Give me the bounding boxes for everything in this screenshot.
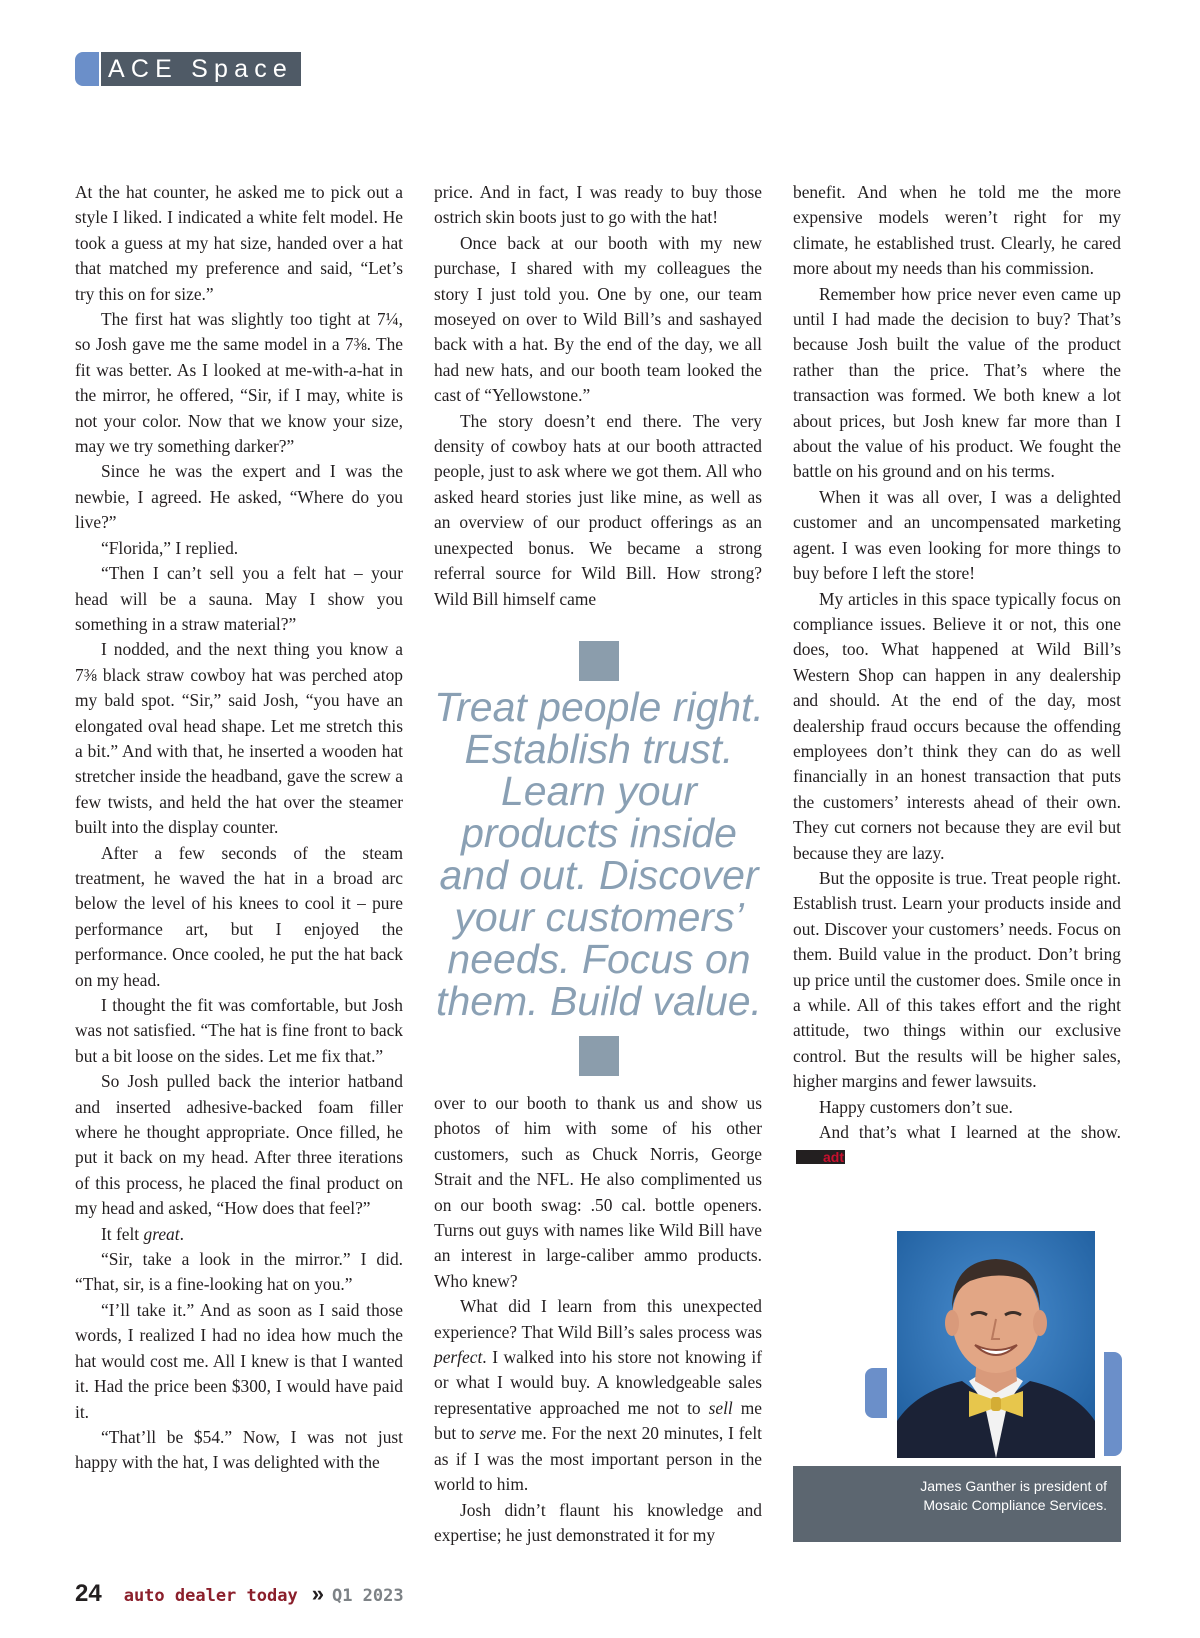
paragraph: So Josh pulled back the interior hatband and inserted adhesive-backed foam filler where he thought appropriate. Once filled, he put it back on my head. After three iterations of this process, he placed the final product on my head and asked, “How does that feel?”: [75, 1071, 403, 1219]
emphasis: serve: [479, 1423, 517, 1444]
paragraph: After a few seconds of the steam treatment, he waved the hat in a broad arc below the level of his knees to cool it – pure performance art, but I enjoyed the performance. Once cooled, he put the hat back on my head.: [75, 842, 403, 990]
paragraph: “Sir, take a look in the mirror.” I did. “That, sir, is a fine-looking hat on you.”: [75, 1249, 403, 1295]
end-mark: adt: [796, 1150, 845, 1164]
text-run: me. For the next 20 minutes, I felt as if I was the most important person in the world to him.: [434, 1423, 762, 1495]
chevron-right-icon: »: [311, 1581, 324, 1606]
paragraph: But the opposite is true. Treat people right. Establish trust. Learn your products inside and out. Discover your customers’ needs. Focus on them. Build value in the product. Don’t bring up price until the customer does. Smile once in a while. All of this takes effort and the right attitude, two things within our exclusive control. But the results will be higher sales, higher margins and fewer lawsuits.: [793, 867, 1121, 1092]
emphasis: great: [143, 1223, 180, 1244]
paragraph: Once back at our booth with my new purchase, I shared with my colleagues the story I just told you. One by one, our team moseyed on over to Wild Bill’s and sashayed back with a hat. By the end of the day, we all had new hats, and our booth team looked the cast of “Yellowstone.”: [434, 232, 762, 406]
article-column-2-bottom: [434, 1091, 762, 1548]
paragraph: Happy customers don’t sue.: [819, 1096, 1013, 1117]
pull-quote-square-bottom: [579, 1036, 619, 1076]
author-caption: [793, 1466, 1121, 1542]
section-label: ACE Space: [101, 52, 301, 86]
text-run: me but to: [434, 1397, 762, 1444]
paragraph: [434, 1294, 762, 1497]
paragraph: Since he was the expert and I was the newbie, I agreed. He asked, “Where do you live?”: [75, 461, 403, 533]
caption-line: James Ganther is president of: [920, 1478, 1107, 1494]
magazine-name: auto dealer today: [123, 1586, 298, 1606]
paragraph: “Then I can’t sell you a felt hat – your head will be a sauna. May I show you something in a straw material?”: [75, 563, 403, 634]
author-photo: [897, 1231, 1095, 1458]
paragraph: My articles in this space typically focus on compliance issues. Believe it or not, this one does, too. What happened at Wild Bill’s Western Shop can happen in any dealership and should. At the end of the day, most dealership fraud occurs because the offending employees don’t think they can do as well financially in an honest transaction that puts the customers’ interests ahead of their own. They cut corners not because they are evil but because they are lazy.: [793, 588, 1121, 863]
paragraph: When it was all over, I was a delighted customer and an uncompensated marketing agent. I was even looking for more things to buy before I left the store!: [793, 486, 1121, 584]
paragraph: over to our booth to thank us and show us photos of him with some of his other customers, such as Chuck Norris, George Strait and the NFL. He also complimented us on our booth swag: .50 cal. bottle openers. Turns out guys with names like Wild Bill have an interest in large-caliber ammo products. Who knew?: [434, 1093, 762, 1291]
article-column-2-top: [434, 180, 762, 612]
issue-label: Q1 2023: [331, 1586, 404, 1606]
page-number: 24: [75, 1580, 102, 1607]
paragraph: “That’ll be $54.” Now, I was not just happy with the hat, I was delighted with the: [75, 1426, 403, 1473]
text-run: And that’s what I learned at the show.: [819, 1122, 1121, 1143]
pull-quote: Treat people right. Establish trust. Learn your products inside and out. Discover your customers’ needs. Focus on them. Build value.: [434, 684, 764, 1024]
paragraph: “Florida,” I replied.: [101, 537, 239, 558]
tab-accent: [75, 52, 99, 86]
text-run: . I walked into his store not knowing if or what I would buy. A knowledgeable sales representative approached me not to: [434, 1347, 762, 1418]
paragraph: price. And in fact, I was ready to buy those ostrich skin boots just to go with the hat!: [434, 182, 762, 228]
paragraph: The first hat was slightly too tight at 7¼, so Josh gave me the same model in a 7⅜. The fit was better. As I looked at me-with-a-hat in the mirror, he offered, “Sir, if I may, white is not your color. Now that we know your size, may we try something darker?”: [75, 309, 403, 457]
paragraph: benefit. And when he told me the more expensive models weren’t right for my climate, he established trust. Clearly, he cared more about my needs than his commission.: [793, 182, 1121, 279]
paragraph: [75, 1222, 403, 1247]
section-tab: [75, 52, 301, 86]
paragraph: “I’ll take it.” And as soon as I said those words, I realized I had no idea how much the hat would cost me. All I knew is that I wanted it. Had the price been $300, I would have paid it.: [75, 1299, 403, 1422]
page-footer: [75, 1580, 404, 1610]
paragraph: [793, 1120, 1121, 1171]
text-run: What did I learn from this unexpected experience? That Wild Bill’s sales process was: [434, 1296, 762, 1342]
photo-accent-left: [865, 1368, 887, 1418]
author-portrait-illustration: [897, 1231, 1095, 1458]
emphasis: sell: [708, 1397, 733, 1418]
caption-line: Mosaic Compliance Services.: [923, 1497, 1107, 1513]
paragraph: The story doesn’t end there. The very density of cowboy hats at our booth attracted people, just to ask where we got them. All who asked heard stories just like mine, as well as an overview of our product offerings as an unexpected bonus. We became a strong referral source for Wild Bill. How strong? Wild Bill himself came: [434, 410, 762, 609]
paragraph: At the hat counter, he asked me to pick out a style I liked. I indicated a white felt model. He took a guess at my hat size, handed over a hat that matched my preference and said, “Let’s try this on for size.”: [75, 182, 403, 304]
text-run: .: [179, 1223, 184, 1244]
photo-accent-right: [1104, 1352, 1122, 1456]
article-column-1: [75, 180, 403, 1476]
paragraph: Remember how price never even came up until I had made the decision to buy? That’s because Josh built the value of the product rather than the price. That’s where the transaction was formed. We both knew a lot about prices, but Josh knew far more than I about the value of his product. We fought the battle on his ground and on his terms.: [793, 283, 1121, 482]
pull-quote-square-top: [579, 641, 619, 681]
text-run: It felt: [101, 1223, 144, 1244]
paragraph: Josh didn’t flaunt his knowledge and expertise; he just demonstrated it for my: [434, 1499, 762, 1545]
article-column-3: [793, 180, 1121, 1171]
paragraph: I nodded, and the next thing you know a 7⅜ black straw cowboy hat was perched atop my bald spot. “Sir,” said Josh, “you have an elongated oval head shape. Let me stretch this a bit.” And with that, he inserted a wooden hat stretcher inside the headband, gave the screw a few twists, and held the hat over the steamer built into the display counter.: [75, 639, 403, 838]
paragraph: I thought the fit was comfortable, but Josh was not satisfied. “The hat is fine front to back but a bit loose on the sides. Let me fix that.”: [75, 995, 403, 1066]
emphasis: perfect: [434, 1347, 483, 1368]
